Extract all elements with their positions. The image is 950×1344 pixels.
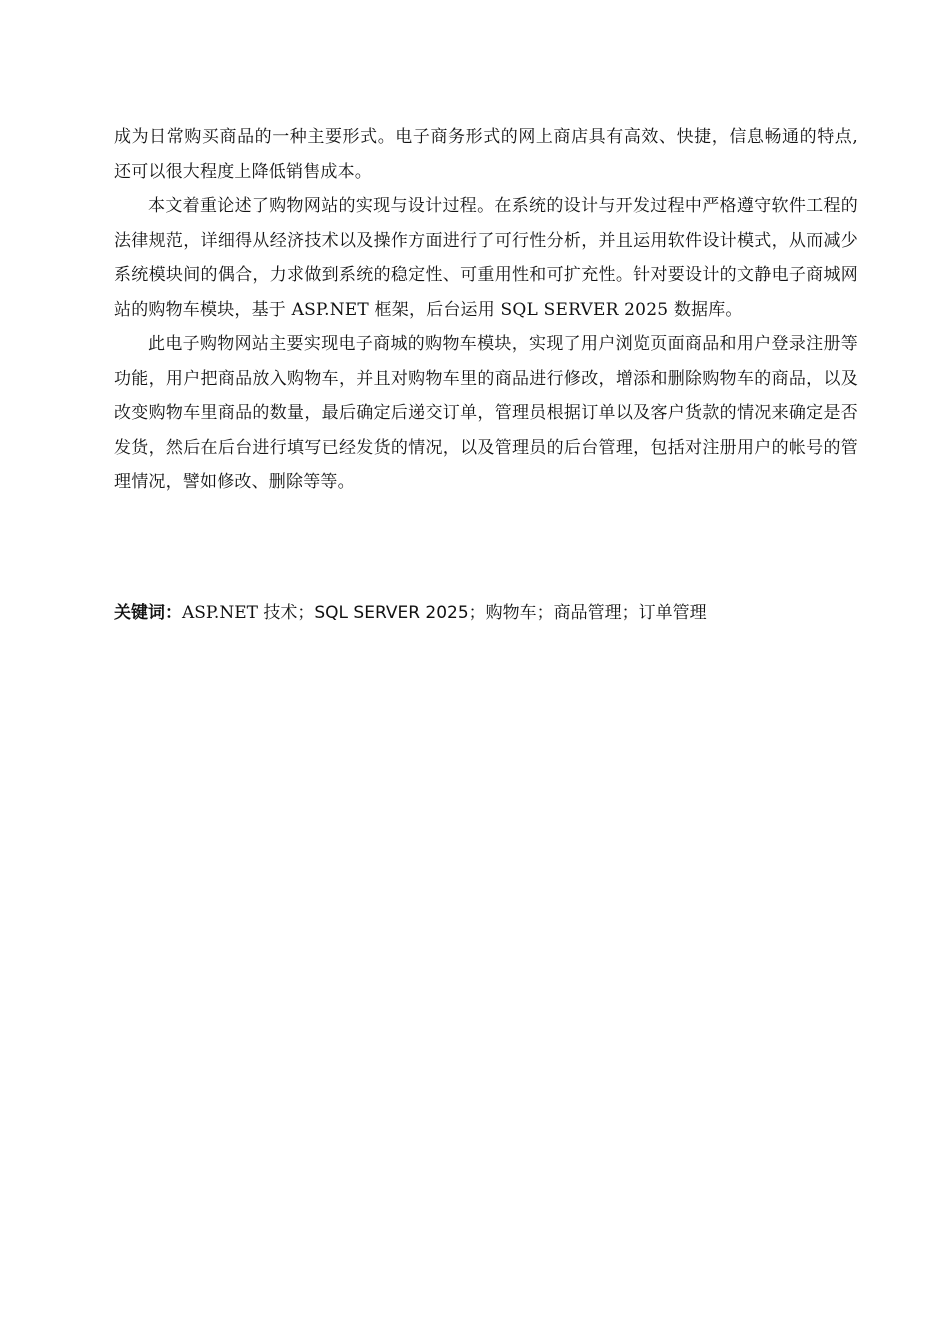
keyword-item: 订单管理 [638, 603, 707, 623]
document-body [114, 120, 858, 500]
paragraph-design-process: 本文着重论述了购物网站的实现与设计过程。在系统的设计与开发过程中严格遵守软件工程的法律规范，详细得从经济技术以及操作方面进行了可行性分析，并且运用软件设计模式，从而减少系统模块间的偶合，力求做到系统的稳定性、可重用性和可扩充性。针对要设计的文静电子商城网站的购物车模块，基于 ASP.NET 框架，后台运用 SQL SERVER 2025 数据库。 [114, 196, 858, 320]
paragraph-features: 此电子购物网站主要实现电子商城的购物车模块，实现了用户浏览页面商品和用户登录注册等功能，用户把商品放入购物车，并且对购物车里的商品进行修改，增添和删除购物车的商品，以及改变购物车里商品的数量，最后确定后递交订单，管理员根据订单以及客户货款的情况来确定是否发货，然后在后台进行填写已经发货的情况，以及管理员的后台管理，包括对注册用户的帐号的管理情况，譬如修改、删除等等。 [114, 334, 858, 492]
keywords-label: 关键词： [114, 603, 182, 623]
keyword-item: SQL SERVER 2025； [314, 603, 486, 623]
keyword-item: ASP.NET 技术； [182, 603, 315, 623]
paragraph-continuation: 成为日常购买商品的一种主要形式。电子商务形式的网上商店具有高效、快捷，信息畅通的特点,还可以很大程度上降低销售成本。 [114, 127, 858, 182]
keyword-item: 商品管理； [553, 603, 639, 623]
keyword-item: 购物车； [485, 603, 554, 623]
keywords-line [114, 598, 858, 628]
